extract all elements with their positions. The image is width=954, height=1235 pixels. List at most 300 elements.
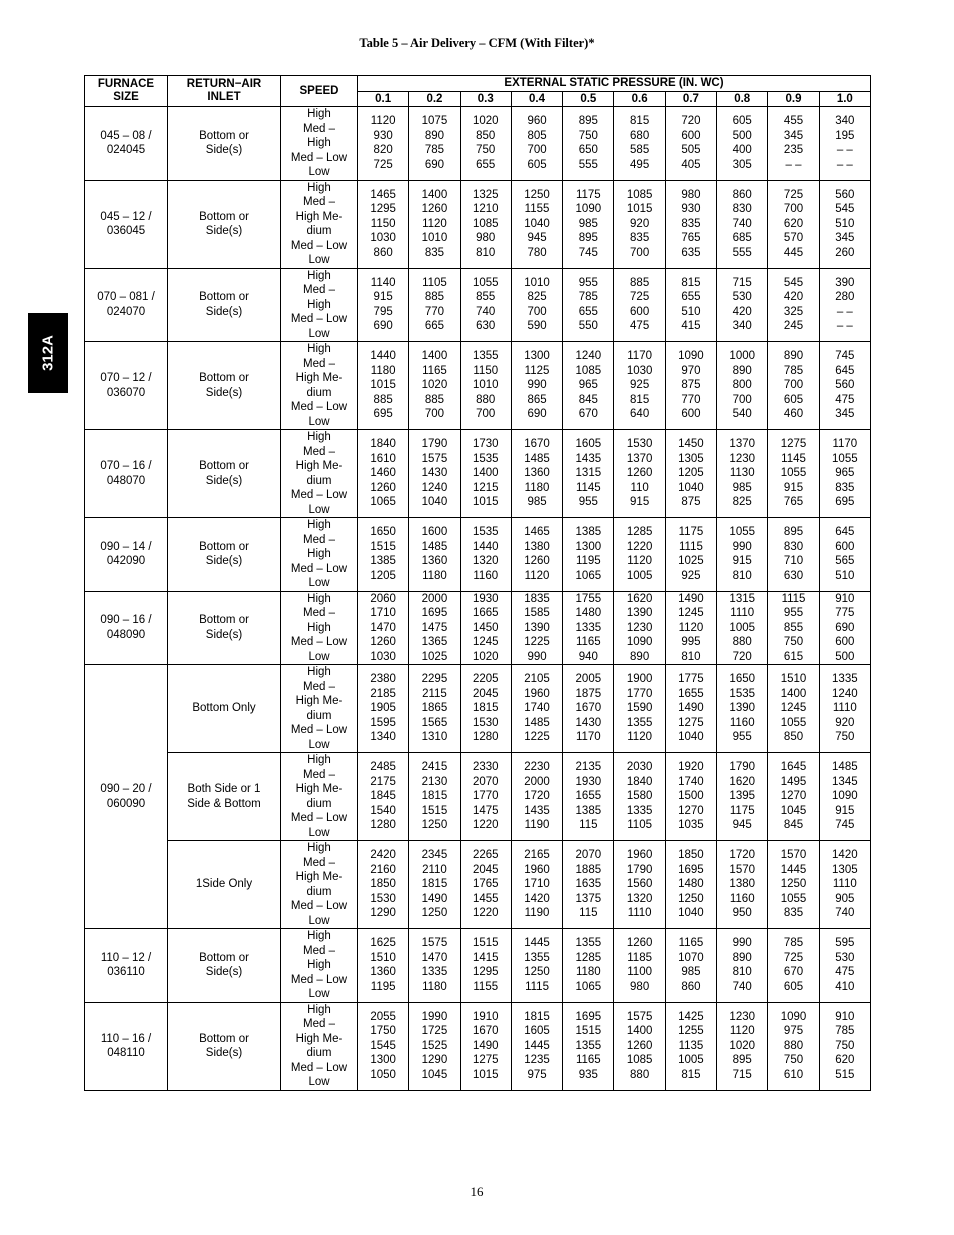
cell-line: 1335	[575, 621, 602, 634]
cell-line: Low	[308, 1076, 330, 1088]
cell-line: 825	[527, 291, 547, 304]
cell-line: 1045	[780, 804, 807, 817]
cell-line: 785	[783, 364, 804, 377]
cfm-value-cell	[717, 753, 768, 841]
cell-line: 1730	[472, 438, 499, 451]
return-air-inlet-cell	[168, 929, 281, 1003]
cell-line: 975	[527, 1068, 547, 1081]
cell-line: 1370	[626, 452, 653, 465]
cell-line: 745	[578, 246, 598, 259]
speed-cell	[281, 929, 358, 1003]
cell-line: 115	[579, 907, 598, 920]
cell-line: Bottom or	[199, 951, 249, 964]
cell-line: High	[307, 621, 331, 634]
cell-line: 1280	[370, 819, 396, 832]
cell-line: 1490	[678, 592, 704, 605]
cell-line: High	[307, 930, 331, 942]
cell-line: 1015	[472, 496, 499, 509]
cell-line: 1290	[421, 1054, 448, 1067]
cell-line: 1300	[370, 1054, 396, 1067]
cell-line: 910	[835, 592, 855, 605]
table-row	[85, 107, 871, 181]
cell-line: High	[307, 181, 331, 194]
cell-line: 1035	[678, 819, 704, 832]
cell-line: High	[307, 343, 331, 355]
cell-line: 835	[630, 232, 650, 245]
cell-line: 1450	[472, 621, 499, 634]
cell-line: 565	[835, 555, 855, 568]
cell-line: 1835	[524, 592, 550, 605]
cell-line: 1275	[472, 1054, 499, 1067]
cell-line: 910	[835, 1010, 855, 1023]
cell-line: 2330	[472, 761, 499, 774]
page-number: 16	[470, 1184, 484, 1199]
cell-line: 1885	[575, 863, 602, 876]
header-return-air-inlet: RETURN−AIR INLET	[168, 76, 281, 107]
cell-line: 835	[783, 907, 804, 920]
cell-line: 1270	[780, 790, 807, 803]
cell-line: 1280	[472, 731, 499, 744]
cell-line: 1725	[421, 1025, 448, 1038]
cell-line: 1230	[729, 1010, 756, 1023]
cfm-value-cell	[665, 753, 716, 841]
cell-line: dium	[306, 885, 332, 898]
cfm-value-cell	[665, 929, 716, 1003]
cell-line: 1600	[421, 526, 448, 539]
cell-line: 1180	[422, 569, 447, 582]
cell-line: 1150	[370, 217, 396, 230]
cell-line: 1655	[575, 790, 602, 803]
cell-line: 1525	[421, 1039, 448, 1052]
cell-line: 1175	[678, 526, 704, 539]
cell-line: 1250	[780, 878, 807, 891]
cell-line: 600	[835, 540, 855, 553]
cell-line: High	[307, 666, 331, 678]
cell-line: 915	[630, 496, 650, 509]
cell-line: 820	[373, 144, 393, 157]
cell-line: 1245	[472, 636, 499, 648]
cell-line: Med –	[303, 533, 335, 546]
cell-line: 1215	[472, 481, 499, 494]
cell-line: 1515	[575, 1025, 602, 1038]
cell-line: 1100	[627, 966, 652, 979]
cfm-value-cell	[665, 107, 716, 181]
table-row	[85, 753, 871, 841]
cell-line: 1145	[575, 481, 601, 494]
cell-line: 770	[424, 305, 445, 318]
cell-line: 630	[783, 569, 804, 582]
cell-line: 1040	[678, 731, 704, 744]
cell-line: 1650	[370, 526, 396, 539]
cell-line: 1120	[729, 1025, 755, 1038]
cell-line: 1140	[370, 276, 396, 289]
cell-line: 1300	[575, 540, 602, 553]
cell-line: 965	[578, 379, 598, 392]
cell-line: 1875	[575, 687, 602, 700]
cell-line: 725	[630, 291, 650, 304]
cell-line: 048070	[106, 474, 146, 487]
cell-line: 890	[783, 350, 804, 363]
cell-line: 1165	[575, 1054, 601, 1067]
header-pressure-0-8: 0.8	[717, 92, 768, 107]
cfm-value-cell	[768, 1002, 819, 1090]
cell-line: 1440	[472, 540, 499, 553]
cell-line: 655	[681, 291, 701, 304]
cell-line: 890	[630, 650, 650, 663]
cell-line: 2420	[370, 849, 396, 862]
cell-line: 1435	[524, 804, 550, 817]
cfm-value-cell	[358, 430, 409, 518]
cell-line: Med – Low	[290, 973, 348, 986]
cell-line: 1485	[524, 452, 550, 465]
cfm-value-cell	[819, 929, 870, 1003]
cfm-value-cell	[460, 929, 511, 1003]
cell-line: 880	[732, 636, 752, 648]
cell-line: 1575	[421, 452, 448, 465]
cell-line: 1295	[370, 203, 396, 216]
cfm-value-cell	[511, 268, 562, 342]
cell-line: 1315	[575, 467, 602, 480]
cell-line: 1815	[421, 790, 448, 803]
cell-line: High	[307, 592, 331, 605]
return-air-inlet-cell	[168, 518, 281, 592]
cfm-value-cell	[717, 518, 768, 592]
cell-line: 815	[681, 1068, 701, 1081]
cell-line: 115	[579, 819, 598, 832]
cell-line: 845	[578, 393, 598, 406]
cell-line: 2230	[524, 761, 550, 774]
cell-line: 1175	[575, 188, 601, 201]
cfm-value-cell	[563, 180, 614, 268]
cfm-value-cell	[358, 107, 409, 181]
cell-line: 1190	[524, 907, 550, 920]
speed-cell	[281, 342, 358, 430]
cell-line: 1225	[524, 731, 550, 744]
cell-line: 1005	[678, 1054, 704, 1067]
cell-line: 875	[681, 496, 701, 509]
cell-line: 2005	[575, 673, 602, 686]
cell-line: 785	[835, 1025, 855, 1038]
cell-line: 048110	[107, 1047, 145, 1059]
cfm-value-cell	[563, 268, 614, 342]
cell-line: High Me-	[295, 210, 343, 223]
cell-line: 915	[373, 291, 393, 304]
cell-line: 1535	[729, 687, 756, 700]
cell-line: 885	[373, 393, 393, 406]
cell-line: 980	[476, 232, 496, 245]
cell-line: 980	[630, 980, 650, 993]
cell-line: 1355	[575, 937, 602, 950]
cell-line: 865	[527, 393, 547, 406]
cell-line: 1005	[729, 621, 756, 634]
cell-line: 850	[476, 129, 496, 142]
cell-line: 1815	[524, 1010, 550, 1023]
cell-line: 2000	[421, 592, 448, 605]
cell-line: 560	[835, 379, 855, 392]
cell-line: 530	[732, 291, 752, 304]
cell-line: 955	[732, 731, 752, 744]
cell-line: 1465	[370, 188, 396, 201]
cell-line: 815	[681, 276, 701, 289]
cell-line: 1770	[472, 790, 499, 803]
cell-line: 1840	[626, 775, 653, 788]
cell-line: Side(s)	[205, 966, 243, 979]
cell-line: 740	[732, 217, 752, 230]
cell-line: Low	[308, 415, 330, 428]
cell-line: 530	[835, 951, 855, 964]
cfm-value-cell	[358, 180, 409, 268]
cell-line: 690	[373, 320, 393, 333]
cell-line: 1445	[524, 937, 550, 950]
cfm-value-cell	[768, 342, 819, 430]
cell-line: 815	[630, 115, 650, 128]
cell-line: 880	[630, 1068, 650, 1081]
cell-line: 555	[732, 246, 752, 259]
cfm-value-cell	[665, 665, 716, 753]
cfm-value-cell	[717, 591, 768, 665]
cell-line: 960	[527, 115, 547, 128]
cell-line: 1515	[421, 804, 448, 817]
cfm-value-cell	[819, 518, 870, 592]
cell-line: 925	[630, 379, 650, 392]
cell-line: 1250	[421, 819, 448, 832]
cfm-value-cell	[819, 430, 870, 518]
cfm-value-cell	[614, 518, 665, 592]
cell-line: 1090	[780, 1010, 807, 1023]
cell-line: 920	[835, 716, 855, 729]
cfm-value-cell	[460, 841, 511, 929]
cell-line: 1400	[626, 1025, 653, 1038]
cell-line: Low	[308, 166, 330, 178]
cell-line: 500	[835, 650, 855, 663]
cell-line: 1175	[729, 804, 755, 817]
cfm-value-cell	[358, 841, 409, 929]
cell-line: 1310	[421, 731, 448, 744]
cell-line: 1240	[575, 350, 602, 363]
cfm-value-cell	[665, 342, 716, 430]
header-pressure-0-1: 0.1	[358, 92, 409, 107]
cell-line: 1670	[472, 1025, 499, 1038]
cell-line: 510	[835, 569, 855, 582]
cfm-value-cell	[563, 841, 614, 929]
cell-line: 1305	[678, 452, 704, 465]
cell-line: Side & Bottom	[187, 797, 261, 810]
cfm-value-cell	[511, 180, 562, 268]
cfm-value-cell	[665, 268, 716, 342]
cell-line: 390	[835, 276, 855, 289]
cfm-value-cell	[511, 107, 562, 181]
cell-line: 830	[783, 540, 804, 553]
cfm-value-cell	[511, 591, 562, 665]
cell-line: 1120	[627, 555, 652, 568]
speed-cell	[281, 180, 358, 268]
cell-line: 2000	[524, 775, 550, 788]
cell-line: 1335	[421, 966, 448, 979]
cell-line: Bottom or	[199, 540, 249, 553]
cell-line: 990	[732, 540, 752, 553]
cell-line: 110 – 12 /	[100, 951, 152, 964]
cell-line: 1420	[524, 892, 550, 905]
cell-line: 945	[527, 232, 547, 245]
cell-line: dium	[306, 225, 332, 237]
cell-line: 1530	[370, 892, 396, 905]
cell-line: 880	[783, 1039, 804, 1052]
cell-line: 1535	[472, 526, 499, 539]
cell-line: 1180	[524, 481, 550, 494]
cfm-value-cell	[768, 591, 819, 665]
return-air-inlet-cell	[168, 665, 281, 753]
furnace-size-cell	[85, 665, 168, 929]
cell-line: 1005	[626, 569, 653, 582]
cell-line: 990	[732, 937, 752, 950]
cell-line: 1490	[678, 702, 704, 715]
cell-line: 2135	[575, 761, 602, 774]
cell-line: 1305	[832, 863, 858, 876]
speed-cell	[281, 665, 358, 753]
table-row	[85, 665, 871, 753]
cell-line: 700	[783, 379, 804, 392]
cell-line: 1155	[524, 203, 550, 216]
cell-line: Low	[308, 577, 330, 589]
cell-line: – –	[836, 305, 853, 318]
cell-line: Med –	[303, 445, 335, 458]
cell-line: 1055	[780, 716, 807, 729]
cell-line: 500	[732, 129, 752, 142]
cell-line: 915	[732, 555, 752, 568]
cell-line: 605	[783, 393, 804, 406]
cell-line: 1695	[678, 863, 704, 876]
cell-line: Bottom or	[199, 291, 249, 304]
cell-line: 1180	[575, 966, 601, 979]
cell-line: 1260	[524, 555, 550, 568]
cell-line: 590	[527, 320, 547, 333]
cell-line: 1020	[472, 115, 499, 128]
cell-line: High	[307, 137, 331, 149]
cfm-value-cell	[614, 1002, 665, 1090]
cfm-value-cell	[563, 665, 614, 753]
cell-line: 1110	[832, 878, 857, 891]
cell-line: 1260	[626, 467, 653, 480]
cell-line: High	[307, 108, 331, 120]
cell-line: 2070	[472, 775, 499, 788]
cell-line: 1400	[780, 687, 807, 700]
cell-line: 1480	[678, 878, 704, 891]
cell-line: 715	[732, 276, 752, 289]
cell-line: 800	[732, 379, 752, 392]
cell-line: 1165	[678, 937, 704, 950]
cell-line: 070 – 16 /	[100, 460, 152, 472]
table-row	[85, 342, 871, 430]
cell-line: 1430	[421, 467, 448, 480]
cell-line: 850	[783, 731, 804, 744]
cell-line: 1255	[678, 1025, 704, 1038]
cell-line: 1260	[421, 203, 448, 216]
cell-line: 280	[835, 291, 855, 304]
header-pressure-0-6: 0.6	[614, 92, 665, 107]
cell-line: 1720	[524, 790, 550, 803]
cell-line: 1260	[370, 481, 396, 494]
cell-line: 740	[476, 305, 496, 318]
table-row	[85, 180, 871, 268]
cell-line: 605	[783, 980, 804, 993]
cell-line: Bottom Only	[192, 702, 256, 715]
cell-line: 1205	[678, 467, 704, 480]
cell-line: 650	[578, 144, 598, 157]
cell-line: High Me-	[295, 1032, 343, 1045]
cfm-value-cell	[768, 107, 819, 181]
cell-line: 1275	[678, 716, 704, 729]
cell-line: 1455	[472, 892, 499, 905]
cfm-value-cell	[409, 591, 460, 665]
cfm-value-cell	[819, 591, 870, 665]
cell-line: 805	[527, 129, 547, 142]
cell-line: 765	[681, 232, 701, 245]
cfm-value-cell	[717, 929, 768, 1003]
cell-line: 1515	[472, 937, 499, 950]
cell-line: 1420	[832, 849, 858, 862]
cell-line: 1110	[832, 702, 857, 715]
cell-line: 1380	[729, 878, 756, 891]
cell-line: 905	[835, 892, 855, 905]
cell-line: 555	[578, 158, 598, 171]
cell-line: 890	[424, 129, 445, 142]
cell-line: High	[307, 1003, 331, 1016]
cfm-value-cell	[819, 1002, 870, 1090]
cfm-value-cell	[358, 518, 409, 592]
cell-line: High Me-	[295, 871, 343, 883]
cell-line: 1930	[575, 775, 602, 788]
cfm-value-cell	[460, 591, 511, 665]
cell-line: 475	[630, 320, 650, 333]
cell-line: 1180	[370, 364, 396, 377]
header-furnace-size: FURNACE SIZE	[85, 76, 168, 107]
cell-line: 1090	[678, 350, 704, 363]
cell-line: 1570	[729, 863, 756, 876]
cell-line: 1960	[524, 863, 550, 876]
cell-line: 895	[732, 1054, 752, 1067]
speed-cell	[281, 430, 358, 518]
cell-line: 1650	[729, 673, 756, 686]
cell-line: 1250	[524, 188, 550, 201]
cfm-value-cell	[460, 180, 511, 268]
cell-line: 570	[783, 232, 804, 245]
cell-line: 1575	[626, 1010, 653, 1023]
cell-line: 1230	[729, 452, 756, 465]
cfm-value-cell	[563, 518, 614, 592]
cell-line: 2345	[421, 849, 448, 862]
cell-line: 950	[732, 907, 752, 920]
cell-line: 1335	[626, 804, 653, 817]
speed-cell	[281, 841, 358, 929]
cell-line: 1320	[472, 555, 499, 568]
cell-line: 1400	[472, 467, 499, 480]
cfm-value-cell	[563, 342, 614, 430]
cell-line: 1575	[421, 937, 448, 950]
cfm-value-cell	[409, 1002, 460, 1090]
cell-line: 1655	[678, 687, 704, 700]
cfm-value-cell	[665, 841, 716, 929]
cell-line: 1020	[421, 379, 448, 392]
cell-line: 885	[630, 276, 650, 289]
cell-line: 1360	[524, 467, 550, 480]
cfm-value-cell	[511, 430, 562, 518]
table-body	[85, 107, 871, 1091]
cell-line: 750	[783, 636, 804, 648]
cell-line: 1160	[729, 892, 755, 905]
header-external-static-pressure: EXTERNAL STATIC PRESSURE (IN. WC)	[358, 76, 871, 92]
cell-line: 1125	[524, 364, 550, 377]
cell-line: 1055	[729, 526, 756, 539]
